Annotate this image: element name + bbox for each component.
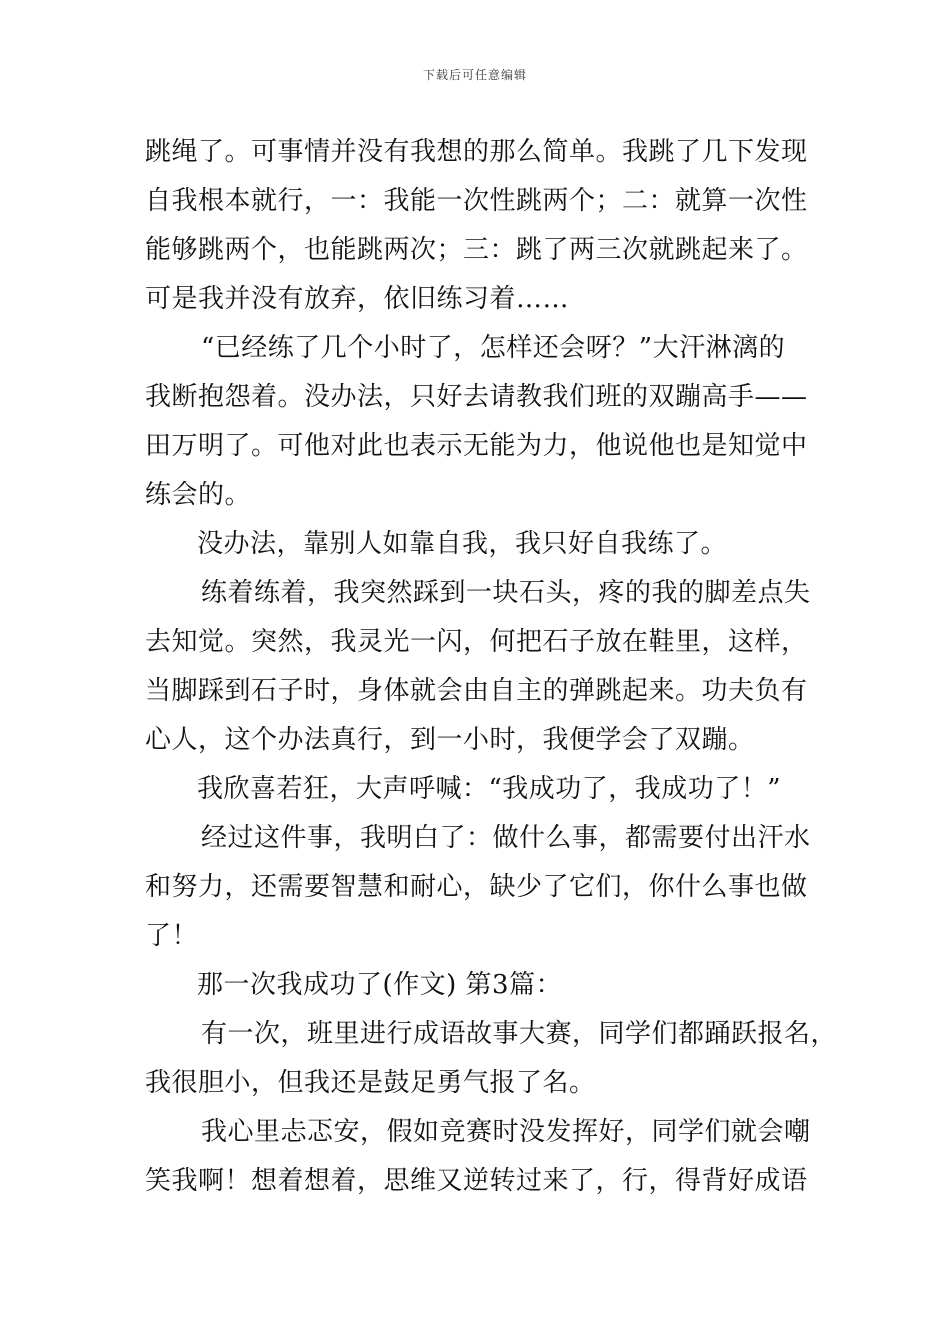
text-line: 了！ <box>145 921 199 951</box>
text-line: 自我根本就行，一：我能一次性跳两个；二：就算一次性 <box>145 186 808 216</box>
paragraph-start-line: 我心里忐忑安，假如竞赛时没发挥好，同学们就会嘲 <box>201 1117 811 1147</box>
text-line: 和努力，还需要智慧和耐心，缺少了它们，你什么事也做 <box>145 872 808 902</box>
text-line: 当脚踩到石子时，身体就会由自主的弹跳起来。功夫负有 <box>145 676 808 706</box>
document-body <box>145 128 838 1206</box>
text-line: 跳绳了。可事情并没有我想的那么简单。我跳了几下发现 <box>145 137 808 167</box>
text-line: 笑我啊！想着想着，思维又逆转过来了，行，得背好成语 <box>145 1166 808 1196</box>
text-line: 我断抱怨着。没办法，只好去请教我们班的双蹦高手—— <box>145 382 808 412</box>
text-line: 我很胆小，但我还是鼓足勇气报了名。 <box>145 1068 596 1098</box>
paragraph-start-line: 练着练着，我突然踩到一块石头，疼的我的脚差点失 <box>201 578 811 608</box>
text-line: 去知觉。突然，我灵光一闪，何把石子放在鞋里，这样， <box>145 627 808 657</box>
paragraph-start-line: “已经练了几个小时了，怎样还会呀？”大汗淋漓的 <box>201 333 786 363</box>
paragraph-start-line: 没办法，靠别人如靠自我，我只好自我练了。 <box>197 529 728 559</box>
paragraph-start-line: 有一次，班里进行成语故事大赛，同学们都踊跃报名， <box>201 1019 838 1049</box>
text-line: 田万明了。可他对此也表示无能为力，他说他也是知觉中 <box>145 431 808 461</box>
text-line: 可是我并没有放弃，依旧练习着…… <box>145 284 570 314</box>
section-heading: 那一次我成功了(作文) 第3篇： <box>197 970 563 1000</box>
text-line: 心人，这个办法真行，到一小时，我便学会了双蹦。 <box>145 725 755 755</box>
header-note: 下载后可任意编辑 <box>422 68 527 82</box>
paragraph-start-line: 经过这件事，我明白了：做什么事，都需要付出汗水 <box>201 823 811 853</box>
text-line: 练会的。 <box>145 480 252 510</box>
paragraph-start-line: 我欣喜若狂，大声呼喊：“我成功了，我成功了！” <box>197 774 782 804</box>
text-line: 能够跳两个，也能跳两次；三：跳了两三次就跳起来了。 <box>145 235 808 265</box>
